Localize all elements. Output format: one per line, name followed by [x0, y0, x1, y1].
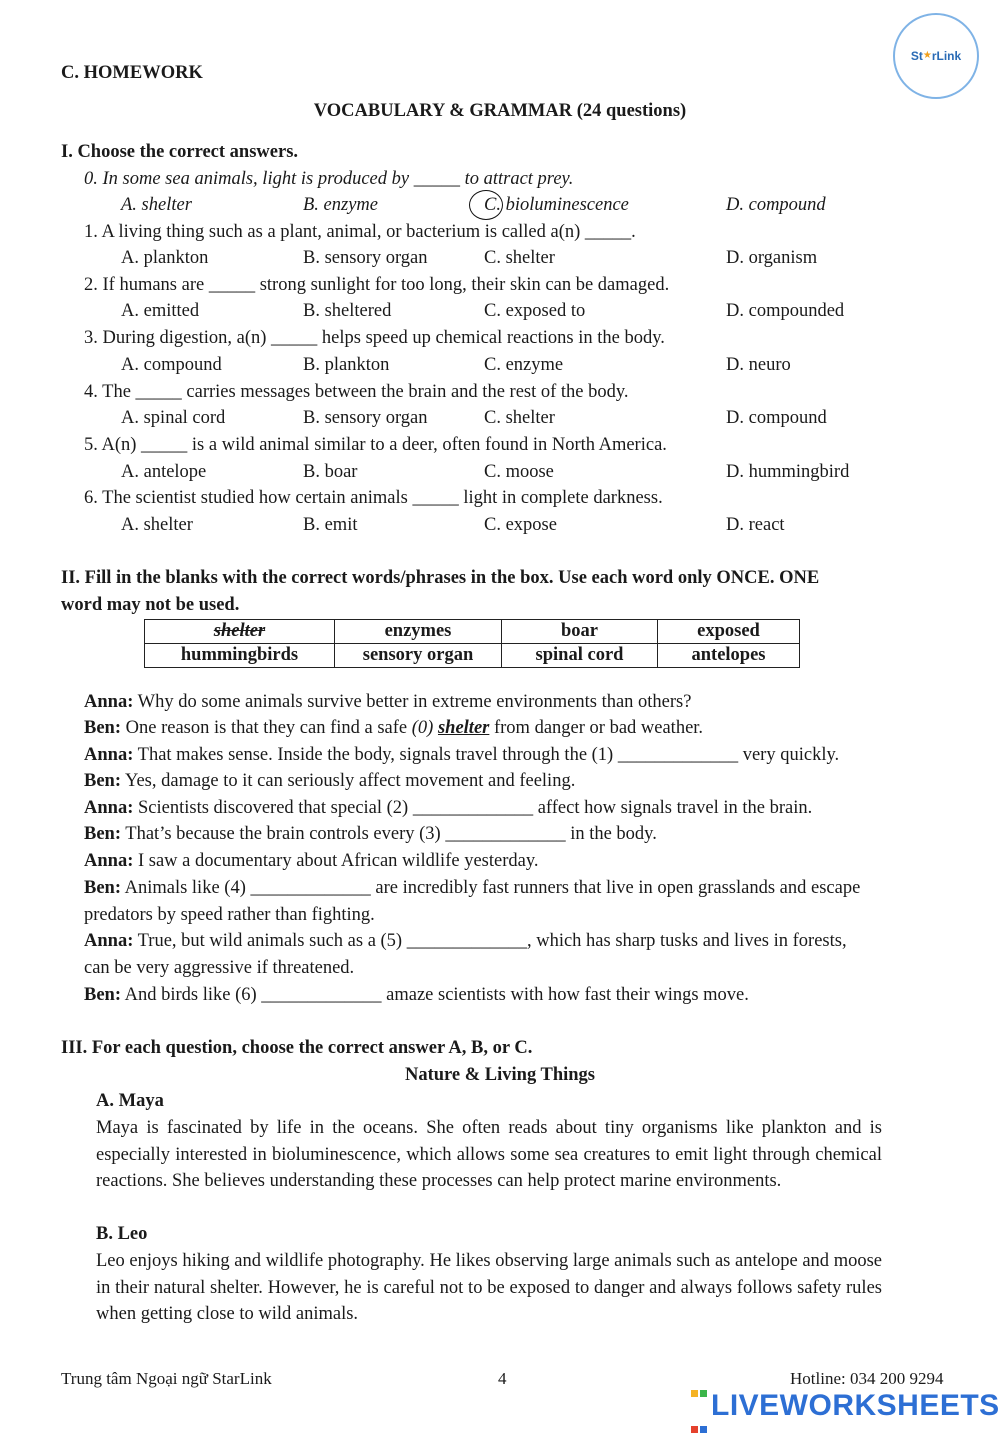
- dialogue-line: [84, 715, 944, 742]
- page-number: 4: [498, 1369, 507, 1388]
- question-3: 3. During digestion, a(n) _____ helps speed up chemical reactions in the body.: [84, 328, 665, 348]
- dialogue-line: [84, 982, 944, 1009]
- section-title: C. HOMEWORK: [61, 63, 203, 83]
- question-2: 2. If humans are _____ strong sunlight for too long, their skin can be damaged.: [84, 275, 670, 295]
- logo-text: St: [910, 48, 923, 63]
- dialogue-line-cont: can be very aggressive if threatened.: [84, 958, 355, 978]
- word-box: [144, 619, 800, 668]
- dialogue-text: I saw a documentary about African wildlife yesterday.: [133, 851, 539, 871]
- option-6c[interactable]: C. expose: [484, 515, 557, 535]
- word-box-cell: [145, 620, 335, 644]
- dialogue-line: [84, 821, 944, 848]
- vocab-title: VOCABULARY & GRAMMAR (24 questions): [313, 101, 687, 121]
- option-5b[interactable]: B. boar: [303, 462, 358, 482]
- example-answer: shelter: [437, 718, 490, 738]
- question-6: 6. The scientist studied how certain animals _____ light in complete darkness.: [84, 488, 663, 508]
- option-3c[interactable]: C. enzyme: [484, 355, 564, 375]
- starlink-logo: [893, 13, 979, 99]
- part3-heading: III. For each question, choose the correct answer A, B, or C.: [61, 1038, 533, 1058]
- option-4a[interactable]: A. spinal cord: [121, 408, 226, 428]
- speaker: Ben:: [84, 878, 121, 898]
- speaker: Anna:: [84, 931, 134, 951]
- speaker: Anna:: [84, 692, 134, 712]
- person-name-a: A. Maya: [96, 1091, 164, 1111]
- option-4c[interactable]: C. shelter: [484, 408, 555, 428]
- person-text-a: Maya is fascinated by life in the oceans. She often reads about tiny organisms like plankton and is especially interested in bioluminescence, which allows some sea creatures to emit light through chemical reactions. She believes understanding these processes can help protect marine environments.: [96, 1118, 882, 1192]
- dialogue-text: One reason is that they can find a safe: [121, 718, 412, 738]
- crossed-out-word: shelter: [213, 621, 266, 641]
- option-5a[interactable]: A. antelope: [121, 462, 207, 482]
- person-name-b: B. Leo: [96, 1224, 148, 1244]
- option-2b[interactable]: B. sheltered: [303, 301, 392, 321]
- person-text-b: Leo enjoys hiking and wildlife photography. He likes observing large animals such as antelope and moose in their natural shelter. However, he is careful not to be exposed to danger and always follows safety rules when getting close to wild animals.: [96, 1251, 882, 1325]
- liveworksheets-logo-icon: [690, 1371, 708, 1443]
- speaker: Ben:: [84, 824, 121, 844]
- option-1b[interactable]: B. sensory organ: [303, 248, 428, 268]
- word-box-cell: antelopes: [658, 644, 800, 668]
- dialogue-text[interactable]: And birds like (6) _____________ amaze scientists with how fast their wings move.: [121, 985, 749, 1005]
- dialogue-line: [84, 848, 944, 875]
- dialogue-line-cont: predators by speed rather than fighting.: [84, 905, 375, 925]
- option-0b[interactable]: B. enzyme: [303, 195, 378, 215]
- watermark-text: LIVEWORKSHEETS: [711, 1388, 1000, 1422]
- dialogue-text: Yes, damage to it can seriously affect movement and feeling.: [121, 771, 576, 791]
- liveworksheets-watermark: [690, 1371, 1000, 1443]
- dialogue-text[interactable]: That’s because the brain controls every (3) _____________ in the body.: [121, 824, 657, 844]
- option-6d[interactable]: D. react: [726, 515, 785, 535]
- speaker: Ben:: [84, 771, 121, 791]
- dialogue-text[interactable]: True, but wild animals such as a (5) _____________, which has sharp tusks and lives in forests,: [133, 931, 847, 951]
- option-0c[interactable]: C. bioluminescence: [484, 195, 629, 215]
- speaker: Anna:: [84, 851, 134, 871]
- option-6b[interactable]: B. emit: [303, 515, 358, 535]
- option-1d[interactable]: D. organism: [726, 248, 818, 268]
- star-icon: ★: [922, 49, 932, 61]
- dialogue-line: [84, 742, 944, 769]
- option-3b[interactable]: B. plankton: [303, 355, 390, 375]
- option-2c[interactable]: C. exposed to: [484, 301, 586, 321]
- reading-title: Nature & Living Things: [404, 1065, 595, 1085]
- option-0a[interactable]: A. shelter: [121, 195, 192, 215]
- word-box-cell: spinal cord: [502, 644, 658, 668]
- dialogue-line: [84, 928, 944, 955]
- answer-circle-mark: [469, 190, 503, 220]
- word-box-cell: hummingbirds: [145, 644, 335, 668]
- option-4d[interactable]: D. compound: [726, 408, 827, 428]
- option-2d[interactable]: D. compounded: [726, 301, 845, 321]
- logo-text: rLink: [931, 48, 962, 63]
- dialogue-line: [84, 768, 944, 795]
- footer-center-name: Trung tâm Ngoại ngữ StarLink: [61, 1369, 272, 1388]
- question-1: 1. A living thing such as a plant, animal, or bacterium is called a(n) _____.: [84, 222, 636, 242]
- option-5c[interactable]: C. moose: [484, 462, 554, 482]
- question-5: 5. A(n) _____ is a wild animal similar to a deer, often found in North America.: [84, 435, 667, 455]
- dialogue-text: from danger or bad weather.: [489, 718, 704, 738]
- dialogue-text[interactable]: That makes sense. Inside the body, signals travel through the (1) _____________ very quickly.: [133, 745, 840, 765]
- example-number: (0): [411, 718, 438, 738]
- option-4b[interactable]: B. sensory organ: [303, 408, 428, 428]
- word-box-cell: boar: [502, 620, 658, 644]
- part1-heading: I. Choose the correct answers.: [61, 142, 299, 162]
- question-0: 0. In some sea animals, light is produced by _____ to attract prey.: [84, 169, 574, 189]
- option-6a[interactable]: A. shelter: [121, 515, 193, 535]
- dialogue-text: Why do some animals survive better in extreme environments than others?: [133, 692, 692, 712]
- word-box-cell: exposed: [658, 620, 800, 644]
- question-4: 4. The _____ carries messages between the brain and the rest of the body.: [84, 382, 629, 402]
- option-0d[interactable]: D. compound: [726, 195, 826, 215]
- part2-heading-cont: word may not be used.: [61, 595, 240, 615]
- dialogue-line: [84, 875, 944, 902]
- word-box-cell: sensory organ: [335, 644, 502, 668]
- option-5d[interactable]: D. hummingbird: [726, 462, 850, 482]
- footer-hotline: Hotline: 034 200 9294: [790, 1369, 944, 1388]
- dialogue-line: [84, 795, 944, 822]
- dialogue-text[interactable]: Animals like (4) _____________ are incredibly fast runners that live in open grasslands and escape: [121, 878, 861, 898]
- dialogue-line: [84, 689, 944, 716]
- option-3a[interactable]: A. compound: [121, 355, 222, 375]
- speaker: Ben:: [84, 985, 121, 1005]
- word-box-cell: enzymes: [335, 620, 502, 644]
- speaker: Ben:: [84, 718, 121, 738]
- option-1c[interactable]: C. shelter: [484, 248, 555, 268]
- part2-heading: II. Fill in the blanks with the correct words/phrases in the box. Use each word only ONCE. ONE: [61, 568, 820, 588]
- dialogue-text[interactable]: Scientists discovered that special (2) _____________ affect how signals travel in the brain.: [133, 798, 813, 818]
- speaker: Anna:: [84, 798, 134, 818]
- option-1a[interactable]: A. plankton: [121, 248, 209, 268]
- speaker: Anna:: [84, 745, 134, 765]
- option-2a[interactable]: A. emitted: [121, 301, 200, 321]
- option-3d[interactable]: D. neuro: [726, 355, 791, 375]
